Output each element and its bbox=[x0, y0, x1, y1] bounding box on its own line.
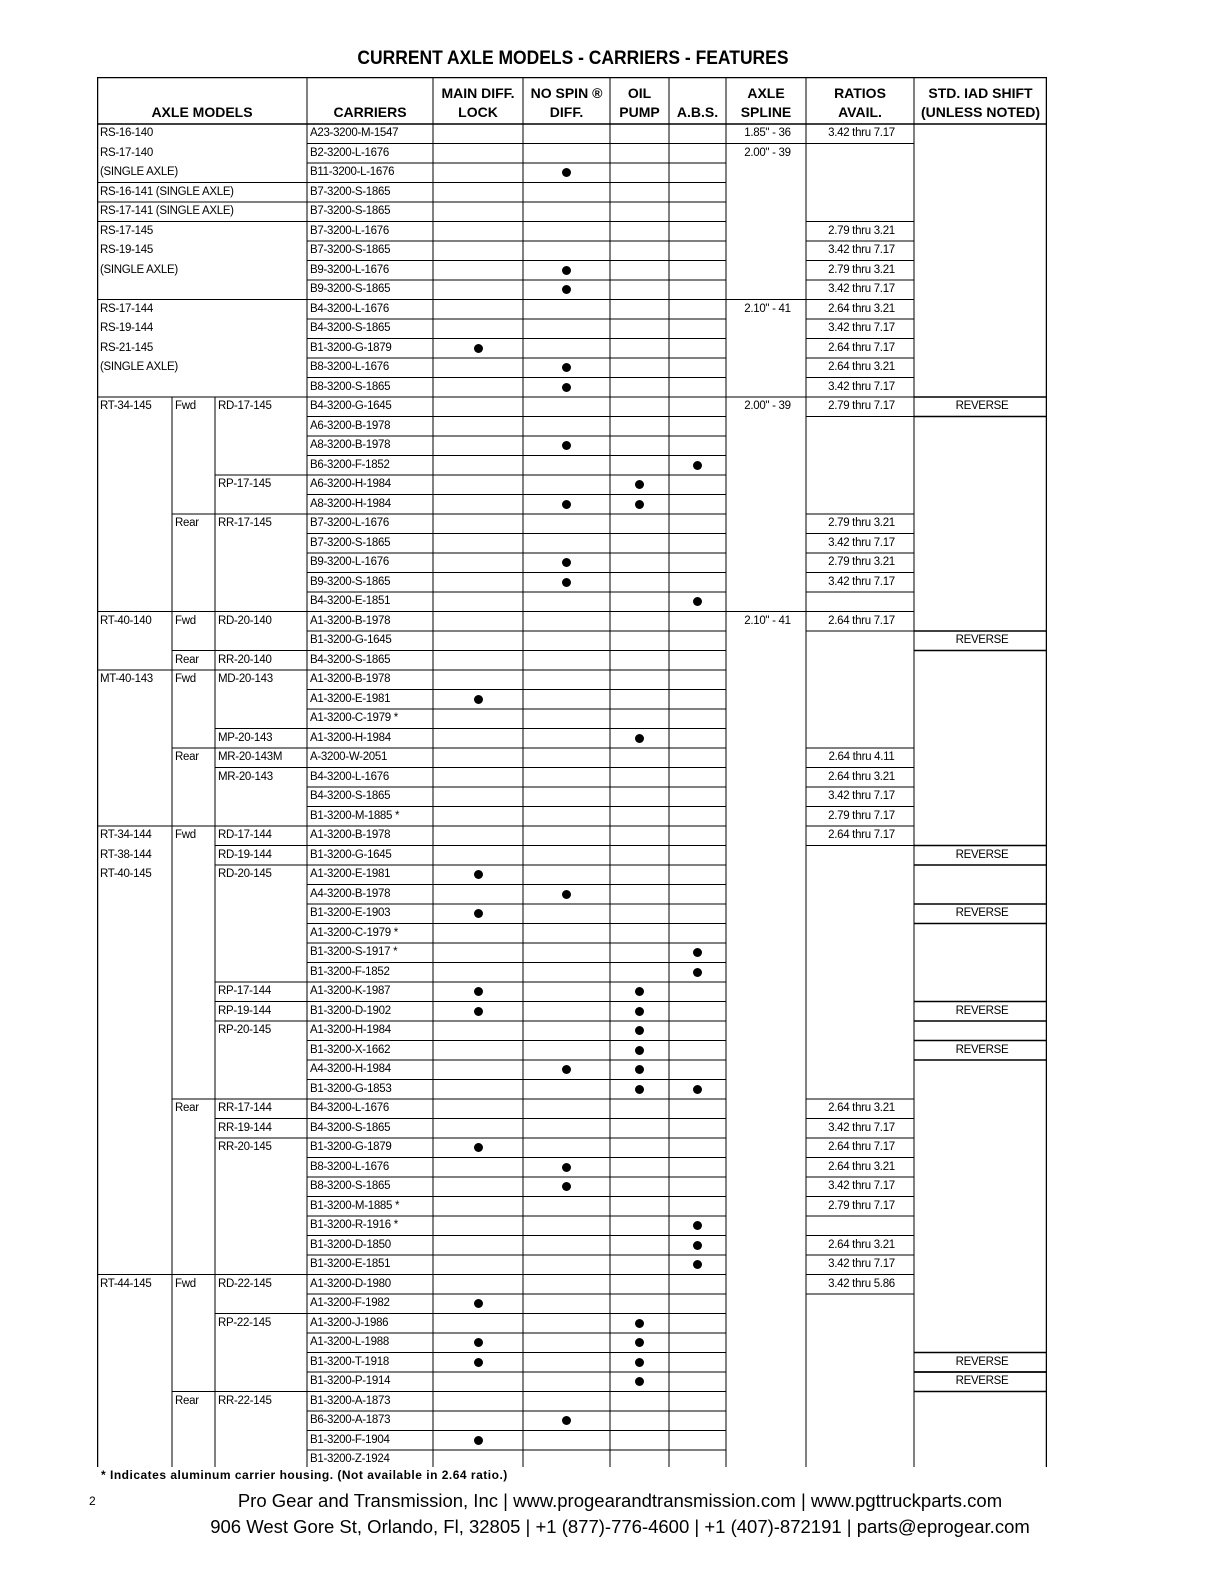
axle-spline-cell: 2.00" - 39 bbox=[744, 400, 791, 412]
header-carriers-line-1: CARRIERS bbox=[333, 104, 407, 120]
carrier-cell: B1-3200-D-1850 bbox=[310, 1238, 391, 1251]
axle-model-cell: (SINGLE AXLE) bbox=[100, 166, 178, 178]
ratios-cell: 3.42 thru 7.17 bbox=[828, 244, 895, 256]
carrier-cell: B9-3200-L-1676 bbox=[310, 556, 389, 568]
ratios-cell: 2.64 thru 3.21 bbox=[828, 1238, 895, 1251]
main-diff-lock-dot-icon bbox=[474, 1143, 483, 1152]
no-spin-diff-dot-icon bbox=[562, 1163, 571, 1172]
carrier-cell: B4-3200-L-1676 bbox=[310, 1102, 389, 1114]
ratios-cell: 2.64 thru 3.21 bbox=[828, 770, 895, 783]
ratios-cell: 2.79 thru 3.21 bbox=[828, 556, 895, 568]
header-axle-spline bbox=[726, 77, 806, 124]
ratios-cell: 3.42 thru 7.17 bbox=[828, 380, 895, 393]
carrier-cell: A4-3200-H-1984 bbox=[310, 1063, 391, 1075]
ratios-cell: 3.42 thru 7.17 bbox=[828, 283, 895, 295]
carrier-cell: B6-3200-A-1873 bbox=[310, 1414, 391, 1426]
carrier-cell: B4-3200-S-1865 bbox=[310, 1121, 391, 1134]
carrier-cell: A1-3200-B-1978 bbox=[310, 614, 391, 627]
header-oil-pump bbox=[610, 77, 669, 124]
sub-axle-model-cell: MR-20-143 bbox=[218, 770, 273, 783]
main-diff-lock-dot-icon bbox=[474, 1436, 483, 1445]
carrier-cell: B1-3200-M-1885 * bbox=[310, 1199, 400, 1212]
iad-shift-cell: REVERSE bbox=[955, 634, 1009, 646]
no-spin-diff-dot-icon bbox=[562, 890, 571, 899]
iad-shift-cell: REVERSE bbox=[955, 907, 1009, 919]
no-spin-diff-dot-icon bbox=[562, 266, 571, 275]
ratios-cell: 3.42 thru 7.17 bbox=[828, 127, 895, 139]
axle-model-cell: RT-40-145 bbox=[100, 868, 152, 880]
footnote: * Indicates aluminum carrier housing. (Not available in 2.64 ratio.) bbox=[101, 1468, 508, 1482]
ratios-cell: 3.42 thru 7.17 bbox=[828, 1180, 895, 1192]
carrier-cell: B1-3200-G-1879 bbox=[310, 1141, 392, 1153]
carrier-cell: B4-3200-G-1645 bbox=[310, 400, 392, 412]
axle-model-cell: RS-19-144 bbox=[100, 322, 153, 334]
carrier-cell: B1-3200-G-1853 bbox=[310, 1082, 392, 1095]
header-ratios-line-1: RATIOS bbox=[834, 85, 886, 101]
carrier-cell: A6-3200-H-1984 bbox=[310, 478, 391, 490]
main-diff-lock-dot-icon bbox=[474, 870, 483, 879]
iad-shift-cell: REVERSE bbox=[955, 1043, 1009, 1056]
ratios-cell: 2.79 thru 3.21 bbox=[828, 517, 895, 529]
sub-axle-model-cell: RP-17-145 bbox=[218, 478, 271, 490]
axle-model-cell: (SINGLE AXLE) bbox=[100, 361, 178, 373]
carrier-cell: B1-3200-Z-1924 bbox=[310, 1453, 390, 1465]
carrier-cell: A1-3200-F-1982 bbox=[310, 1297, 390, 1309]
sub-axle-model-cell: RD-17-145 bbox=[218, 400, 272, 412]
axle-spline-cell: 2.00" - 39 bbox=[744, 146, 791, 159]
carrier-cell: A1-3200-D-1980 bbox=[310, 1277, 391, 1290]
carrier-cell: B9-3200-S-1865 bbox=[310, 283, 391, 295]
carrier-cell: B6-3200-F-1852 bbox=[310, 458, 390, 471]
axle-model-cell: RS-21-145 bbox=[100, 341, 153, 354]
carrier-cell: B4-3200-S-1865 bbox=[310, 322, 391, 334]
sub-axle-model-cell: RR-17-145 bbox=[218, 517, 272, 529]
carrier-cell: B8-3200-L-1676 bbox=[310, 361, 389, 373]
ratios-cell: 3.42 thru 7.17 bbox=[828, 536, 895, 549]
axle-carriers-table bbox=[97, 77, 1047, 1467]
axle-position-cell: Fwd bbox=[175, 829, 196, 841]
ratios-cell: 2.79 thru 7.17 bbox=[828, 1199, 895, 1212]
sub-axle-model-cell: RD-17-144 bbox=[218, 829, 272, 841]
carrier-cell: B1-3200-R-1916 * bbox=[310, 1219, 398, 1231]
axle-position-cell: Fwd bbox=[175, 673, 196, 685]
axle-model-cell: MT-40-143 bbox=[100, 673, 153, 685]
carrier-cell: B1-3200-G-1645 bbox=[310, 848, 392, 861]
axle-model-cell: RS-17-141 (SINGLE AXLE) bbox=[100, 205, 234, 217]
ratios-cell: 3.42 thru 7.17 bbox=[828, 575, 895, 588]
carrier-cell: B4-3200-S-1865 bbox=[310, 653, 391, 666]
carrier-cell: A1-3200-J-1986 bbox=[310, 1316, 389, 1329]
abs-dot-icon bbox=[693, 968, 702, 977]
ratios-cell: 2.79 thru 7.17 bbox=[828, 809, 895, 822]
axle-spline-cell: 2.10" - 41 bbox=[744, 614, 791, 627]
main-diff-lock-dot-icon bbox=[474, 1338, 483, 1347]
main-diff-lock-dot-icon bbox=[474, 1358, 483, 1367]
carrier-cell: B4-3200-S-1865 bbox=[310, 790, 391, 802]
axle-model-cell: RS-17-145 bbox=[100, 224, 153, 237]
ratios-cell: 3.42 thru 7.17 bbox=[828, 1121, 895, 1134]
axle-model-cell: RS-17-140 bbox=[100, 146, 153, 159]
ratios-cell: 2.79 thru 3.21 bbox=[828, 263, 895, 276]
sub-axle-model-cell: RD-20-145 bbox=[218, 868, 272, 880]
main-diff-lock-dot-icon bbox=[474, 909, 483, 918]
axle-model-cell: RS-19-145 bbox=[100, 244, 153, 256]
oil-pump-dot-icon bbox=[635, 1319, 644, 1328]
no-spin-diff-dot-icon bbox=[562, 383, 571, 392]
sub-axle-model-cell: RR-20-140 bbox=[218, 653, 272, 666]
ratios-cell: 2.64 thru 4.11 bbox=[828, 751, 895, 763]
page-number: 2 bbox=[89, 1494, 96, 1508]
header-abs-line-1: A.B.S. bbox=[676, 104, 719, 120]
main-diff-lock-dot-icon bbox=[474, 987, 483, 996]
main-diff-lock-dot-icon bbox=[474, 695, 483, 704]
oil-pump-dot-icon bbox=[635, 1046, 644, 1055]
header-abs bbox=[669, 77, 726, 124]
carrier-cell: A1-3200-B-1978 bbox=[310, 829, 391, 841]
ratios-cell: 2.79 thru 3.21 bbox=[828, 224, 895, 237]
axle-position-cell: Fwd bbox=[175, 614, 196, 627]
abs-dot-icon bbox=[693, 461, 702, 470]
carrier-cell: B1-3200-E-1903 bbox=[310, 907, 391, 919]
oil-pump-dot-icon bbox=[635, 500, 644, 509]
sub-axle-model-cell: RP-19-144 bbox=[218, 1004, 271, 1017]
carrier-cell: B7-3200-S-1865 bbox=[310, 205, 391, 217]
ratios-cell: 2.64 thru 3.21 bbox=[828, 361, 895, 373]
carrier-cell: A23-3200-M-1547 bbox=[310, 127, 399, 139]
sub-axle-model-cell: MD-20-143 bbox=[218, 673, 273, 685]
sub-axle-model-cell: MP-20-143 bbox=[218, 731, 273, 744]
axle-model-cell: (SINGLE AXLE) bbox=[100, 263, 178, 276]
carrier-cell: A1-3200-E-1981 bbox=[310, 692, 391, 705]
carrier-cell: A1-3200-L-1988 bbox=[310, 1336, 389, 1348]
carrier-cell: B1-3200-F-1904 bbox=[310, 1433, 390, 1446]
carrier-cell: A8-3200-H-1984 bbox=[310, 497, 391, 510]
carrier-cell: B1-3200-E-1851 bbox=[310, 1258, 391, 1270]
sub-axle-model-cell: RP-22-145 bbox=[218, 1316, 271, 1329]
carrier-cell: B9-3200-L-1676 bbox=[310, 263, 389, 276]
header-ratios-line-2: AVAIL. bbox=[838, 104, 882, 120]
no-spin-diff-dot-icon bbox=[562, 578, 571, 587]
oil-pump-dot-icon bbox=[635, 1085, 644, 1094]
carrier-cell: B7-3200-S-1865 bbox=[310, 536, 391, 549]
sub-axle-model-cell: RR-19-144 bbox=[218, 1121, 272, 1134]
axle-model-cell: RT-40-140 bbox=[100, 614, 152, 627]
sub-axle-model-cell: RR-22-145 bbox=[218, 1394, 272, 1407]
header-axle-spline-line-2: SPLINE bbox=[740, 104, 792, 120]
carrier-cell: A4-3200-B-1978 bbox=[310, 887, 391, 900]
sub-axle-model-cell: RR-20-145 bbox=[218, 1141, 272, 1153]
ratios-cell: 3.42 thru 5.86 bbox=[828, 1277, 895, 1290]
axle-spline-cell: 1.85" - 36 bbox=[744, 127, 791, 139]
header-oil-pump-line-1: OIL bbox=[627, 85, 652, 101]
header-carriers bbox=[307, 77, 433, 124]
footer-contact-line: 906 West Gore St, Orlando, Fl, 32805 | +1 (877)-776-4600 | +1 (407)-872191 | parts@eprogear.com bbox=[210, 1516, 1030, 1537]
carrier-cell: A6-3200-B-1978 bbox=[310, 419, 391, 432]
axle-position-cell: Fwd bbox=[175, 1277, 196, 1290]
axle-position-cell: Rear bbox=[175, 751, 199, 763]
carrier-cell: A1-3200-H-1984 bbox=[310, 1024, 391, 1036]
oil-pump-dot-icon bbox=[635, 734, 644, 743]
header-axle-models-line-1: AXLE MODELS bbox=[151, 104, 253, 120]
header-no-spin-line-2: DIFF. bbox=[549, 104, 584, 120]
axle-model-cell: RS-16-141 (SINGLE AXLE) bbox=[100, 185, 234, 198]
carrier-cell: B4-3200-L-1676 bbox=[310, 770, 389, 783]
iad-shift-cell: REVERSE bbox=[955, 1375, 1009, 1387]
carrier-cell: B2-3200-L-1676 bbox=[310, 146, 389, 159]
carrier-cell: B4-3200-L-1676 bbox=[310, 302, 389, 315]
abs-dot-icon bbox=[693, 1085, 702, 1094]
carrier-cell: A1-3200-C-1979 * bbox=[310, 926, 398, 939]
carrier-cell: B8-3200-S-1865 bbox=[310, 1180, 391, 1192]
page-title: CURRENT AXLE MODELS - CARRIERS - FEATURES bbox=[357, 48, 789, 69]
axle-position-cell: Rear bbox=[175, 1102, 199, 1114]
axle-position-cell: Fwd bbox=[175, 400, 196, 412]
axle-model-cell: RS-17-144 bbox=[100, 302, 153, 315]
main-diff-lock-dot-icon bbox=[474, 344, 483, 353]
oil-pump-dot-icon bbox=[635, 1358, 644, 1367]
carrier-cell: B7-3200-L-1676 bbox=[310, 224, 389, 237]
carrier-cell: A1-3200-K-1987 bbox=[310, 985, 391, 997]
axle-model-cell: RS-16-140 bbox=[100, 127, 153, 139]
sub-axle-model-cell: RD-20-140 bbox=[218, 614, 272, 627]
sub-axle-model-cell: RP-20-145 bbox=[218, 1024, 271, 1036]
sub-axle-model-cell: RD-19-144 bbox=[218, 848, 272, 861]
sub-axle-model-cell: RD-22-145 bbox=[218, 1277, 272, 1290]
carrier-cell: A1-3200-B-1978 bbox=[310, 673, 391, 685]
ratios-cell: 2.79 thru 7.17 bbox=[828, 400, 895, 412]
abs-dot-icon bbox=[693, 1241, 702, 1250]
header-main-diff-lock-line-1: MAIN DIFF. bbox=[441, 85, 515, 101]
ratios-cell: 3.42 thru 7.17 bbox=[828, 790, 895, 802]
no-spin-diff-dot-icon bbox=[562, 500, 571, 509]
carrier-cell: B8-3200-S-1865 bbox=[310, 380, 391, 393]
carrier-cell: A8-3200-B-1978 bbox=[310, 439, 391, 451]
axle-position-cell: Rear bbox=[175, 653, 199, 666]
carrier-cell: B9-3200-S-1865 bbox=[310, 575, 391, 588]
carrier-cell: B1-3200-P-1914 bbox=[310, 1375, 391, 1387]
carrier-cell: B1-3200-M-1885 * bbox=[310, 809, 400, 822]
iad-shift-cell: REVERSE bbox=[955, 400, 1009, 412]
header-no-spin-line-1: NO SPIN ® bbox=[530, 85, 603, 101]
carrier-cell: B1-3200-S-1917 * bbox=[310, 946, 398, 958]
carrier-cell: B1-3200-X-1662 bbox=[310, 1043, 391, 1056]
axle-spline-cell: 2.10" - 41 bbox=[744, 302, 791, 315]
header-main-diff-lock-line-2: LOCK bbox=[458, 104, 498, 120]
iad-shift-cell: REVERSE bbox=[955, 1004, 1009, 1017]
ratios-cell: 2.64 thru 7.17 bbox=[828, 1141, 895, 1153]
header-iad-shift-line-1: STD. IAD SHIFT bbox=[928, 85, 1033, 101]
ratios-cell: 3.42 thru 7.17 bbox=[828, 322, 895, 334]
carrier-cell: B1-3200-G-1645 bbox=[310, 634, 392, 646]
ratios-cell: 2.64 thru 3.21 bbox=[828, 302, 895, 315]
header-iad-shift-line-2: (UNLESS NOTED) bbox=[921, 104, 1040, 120]
carrier-cell: B7-3200-S-1865 bbox=[310, 244, 391, 256]
main-diff-lock-dot-icon bbox=[474, 1007, 483, 1016]
axle-model-cell: RT-44-145 bbox=[100, 1277, 152, 1290]
main-diff-lock-dot-icon bbox=[474, 1299, 483, 1308]
ratios-cell: 2.64 thru 7.17 bbox=[828, 614, 895, 627]
axle-position-cell: Rear bbox=[175, 1394, 199, 1407]
sub-axle-model-cell: RP-17-144 bbox=[218, 985, 271, 997]
carrier-cell: B7-3200-S-1865 bbox=[310, 185, 391, 198]
carrier-cell: B8-3200-L-1676 bbox=[310, 1160, 389, 1173]
iad-shift-cell: REVERSE bbox=[955, 848, 1009, 861]
carrier-cell: A1-3200-E-1981 bbox=[310, 868, 391, 880]
axle-position-cell: Rear bbox=[175, 517, 199, 529]
carrier-cell: B7-3200-L-1676 bbox=[310, 517, 389, 529]
axle-model-cell: RT-38-144 bbox=[100, 848, 152, 861]
axle-model-cell: RT-34-145 bbox=[100, 400, 152, 412]
header-iad-shift bbox=[914, 77, 1047, 124]
carrier-cell: B1-3200-A-1873 bbox=[310, 1394, 391, 1407]
ratios-cell: 2.64 thru 7.17 bbox=[828, 341, 895, 354]
carrier-cell: B4-3200-E-1851 bbox=[310, 595, 391, 607]
iad-shift-cell: REVERSE bbox=[955, 1355, 1009, 1368]
ratios-cell: 2.64 thru 7.17 bbox=[828, 829, 895, 841]
carrier-cell: B1-3200-F-1852 bbox=[310, 965, 390, 978]
ratios-cell: 2.64 thru 3.21 bbox=[828, 1160, 895, 1173]
header-axle-spline-line-1: AXLE bbox=[747, 85, 785, 101]
carrier-cell: A1-3200-C-1979 * bbox=[310, 712, 398, 724]
carrier-cell: B1-3200-G-1879 bbox=[310, 341, 392, 354]
carrier-cell: B1-3200-D-1902 bbox=[310, 1004, 391, 1017]
header-no-spin-diff bbox=[523, 77, 610, 124]
carrier-cell: B11-3200-L-1676 bbox=[310, 166, 395, 178]
carrier-cell: A1-3200-H-1984 bbox=[310, 731, 391, 744]
sub-axle-model-cell: RR-17-144 bbox=[218, 1102, 272, 1114]
axle-model-cell: RT-34-144 bbox=[100, 829, 152, 841]
header-ratios-avail bbox=[806, 77, 914, 124]
carrier-cell: A-3200-W-2051 bbox=[310, 751, 388, 763]
oil-pump-dot-icon bbox=[635, 1007, 644, 1016]
header-oil-pump-line-2: PUMP bbox=[619, 104, 660, 120]
header-axle-models bbox=[97, 77, 307, 124]
footer-company-line: Pro Gear and Transmission, Inc | www.progearandtransmission.com | www.pgttruckparts.com bbox=[237, 1490, 1003, 1511]
ratios-cell: 3.42 thru 7.17 bbox=[828, 1258, 895, 1270]
sub-axle-model-cell: MR-20-143M bbox=[218, 751, 283, 763]
header-main-diff-lock bbox=[433, 77, 523, 124]
ratios-cell: 2.64 thru 3.21 bbox=[828, 1102, 895, 1114]
carrier-cell: B1-3200-T-1918 bbox=[310, 1355, 389, 1368]
